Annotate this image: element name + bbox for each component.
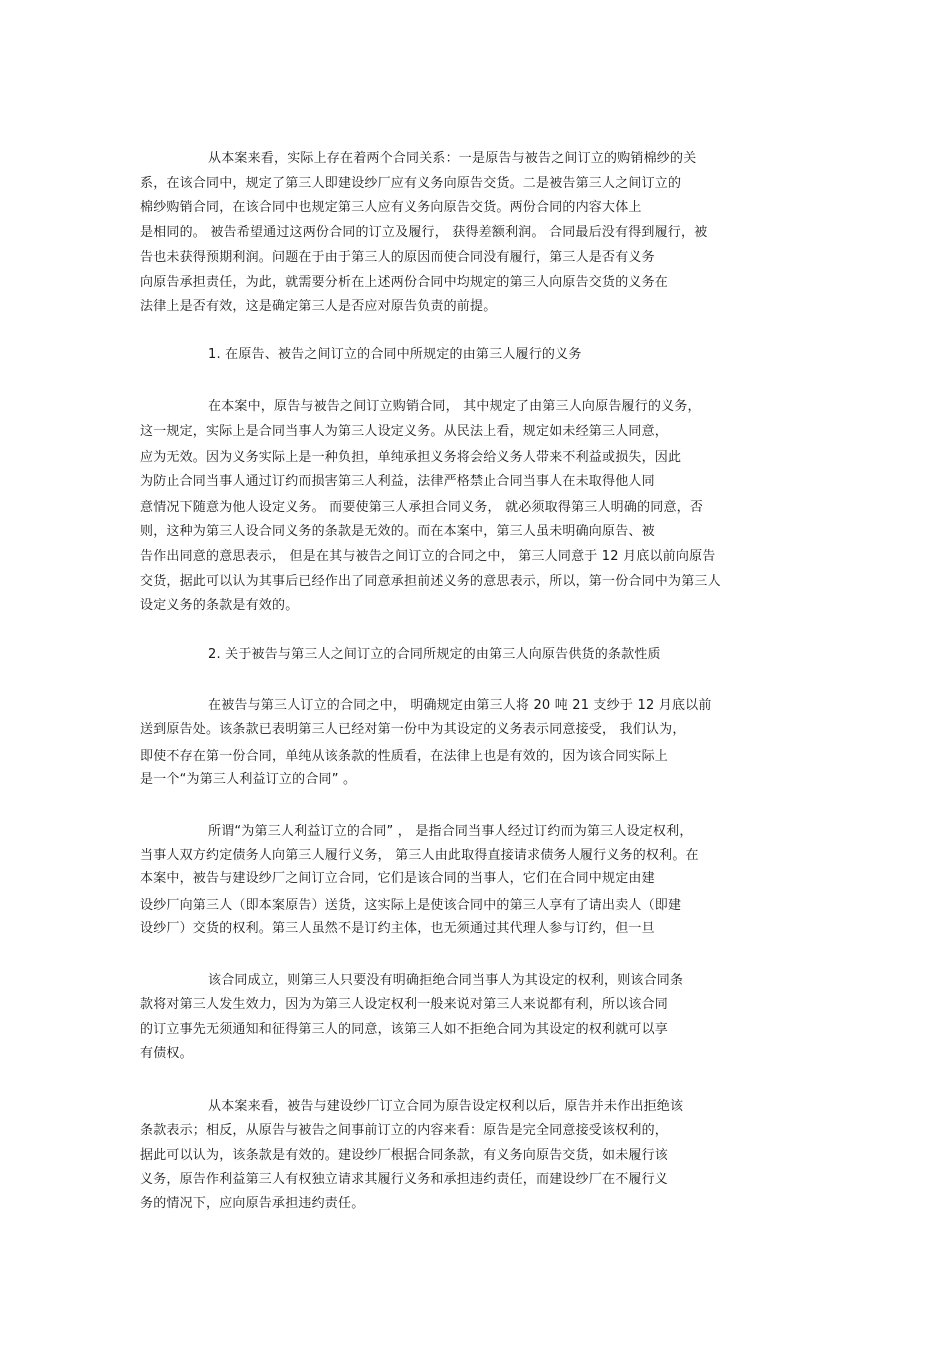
text-line: 该合同成立，则第三人只要没有明确拒绝合同当事人为其设定的权利，则该合同条 <box>208 973 684 988</box>
text-line: 是一个“为第三人利益订立的合同” 。 <box>140 772 357 787</box>
text-line: 有债权。 <box>140 1046 193 1061</box>
text-line: 务的情况下，应向原告承担违约责任。 <box>140 1196 365 1211</box>
text-line: 即使不存在第一份合同，单纯从该条款的性质看，在法律上也是有效的，因为该合同实际上 <box>140 749 669 764</box>
text-line: 从本案来看，实际上存在着两个合同关系：一是原告与被告之间订立的购销棉纱的关 <box>208 151 697 166</box>
text-line: 从本案来看，被告与建设纱厂订立合同为原告设定权利以后，原告并未作出拒绝该 <box>208 1099 684 1114</box>
text-line: 送到原告处。该条款已表明第三人已经对第一份中为其设定的义务表示同意接受， 我们认为， <box>140 722 686 737</box>
text-line: 本案中，被告与建设纱厂之间订立合同，它们是该合同的当事人，它们在合同中规定由建 <box>140 871 655 886</box>
text-line: 告也未获得预期利润。问题在于由于第三人的原因而使合同没有履行，第三人是否有义务 <box>140 250 655 265</box>
text-line: 在本案中，原告与被告之间订立购销合同， 其中规定了由第三人向原告履行的义务， <box>208 399 701 414</box>
text-line: 所谓“为第三人利益订立的合同” ， 是指合同当事人经过订约而为第三人设定权利， <box>208 824 693 839</box>
text-line: 告作出同意的意思表示， 但是在其与被告之间订立的合同之中， 第三人同意于 12 月底以前向原告 <box>140 549 716 564</box>
section-heading-1: 1. 在原告、被告之间订立的合同中所规定的由第三人履行的义务 <box>208 347 582 362</box>
text-line: 棉纱购销合同，在该合同中也规定第三人应有义务向原告交货。两份合同的内容大体上 <box>140 200 642 215</box>
text-line: 这一规定，实际上是合同当事人为第三人设定义务。从民法上看，规定如未经第三人同意， <box>140 424 669 439</box>
text-line: 设纱厂向第三人（即本案原告）送货，这实际上是使该合同中的第三人享有了请出卖人（即建 <box>140 898 682 913</box>
text-line: 当事人双方约定债务人向第三人履行义务， 第三人由此取得直接请求债务人履行义务的权利。在 <box>140 848 699 863</box>
text-line: 是相同的。 被告希望通过这两份合同的订立及履行， 获得差额利润。 合同最后没有得到履行，被 <box>140 225 708 240</box>
text-line: 为防止合同当事人通过订约而损害第三人利益，法律严格禁止合同当事人在未取得他人同 <box>140 474 655 489</box>
text-line: 据此可以认为，该条款是有效的。建设纱厂根据合同条款，有义务向原告交货，如未履行该 <box>140 1148 669 1163</box>
text-line: 在被告与第三人订立的合同之中， 明确规定由第三人将 20 吨 21 支纱于 12 月底以前 <box>208 698 712 713</box>
text-line: 系，在该合同中，规定了第三人即建设纱厂应有义务向原告交货。二是被告第三人之间订立的 <box>140 176 682 191</box>
text-line: 的订立事先无须通知和征得第三人的同意，该第三人如不拒绝合同为其设定的权利就可以享 <box>140 1022 669 1037</box>
text-line: 则，这种为第三人设合同义务的条款是无效的。而在本案中，第三人虽未明确向原告、被 <box>140 524 655 539</box>
section-heading-2: 2. 关于被告与第三人之间订立的合同所规定的由第三人向原告供货的条款性质 <box>208 647 661 662</box>
text-line: 法律上是否有效，这是确定第三人是否应对原告负责的前提。 <box>140 299 497 314</box>
text-line: 意情况下随意为他人设定义务。 而要使第三人承担合同义务， 就必须取得第三人明确的同意，否 <box>140 500 704 515</box>
text-line: 向原告承担责任，为此，就需要分析在上述两份合同中均规定的第三人向原告交货的义务在 <box>140 275 669 290</box>
text-line: 交货，据此可以认为其事后已经作出了同意承担前述义务的意思表示，所以，第一份合同中为第三人 <box>140 574 721 589</box>
text-line: 应为无效。因为义务实际上是一种负担，单纯承担义务将会给义务人带来不利益或损失，因此 <box>140 450 682 465</box>
text-line: 设定义务的条款是有效的。 <box>140 598 299 613</box>
text-line: 设纱厂）交货的权利。第三人虽然不是订约主体，也无须通过其代理人参与订约，但一旦 <box>140 921 655 936</box>
text-line: 义务，原告作利益第三人有权独立请求其履行义务和承担违约责任，而建设纱厂在不履行义 <box>140 1172 669 1187</box>
text-line: 款将对第三人发生效力，因为为第三人设定权利一般来说对第三人来说都有利，所以该合同 <box>140 997 669 1012</box>
text-line: 条款表示；相反，从原告与被告之间事前订立的内容来看：原告是完全同意接受该权利的， <box>140 1123 669 1138</box>
